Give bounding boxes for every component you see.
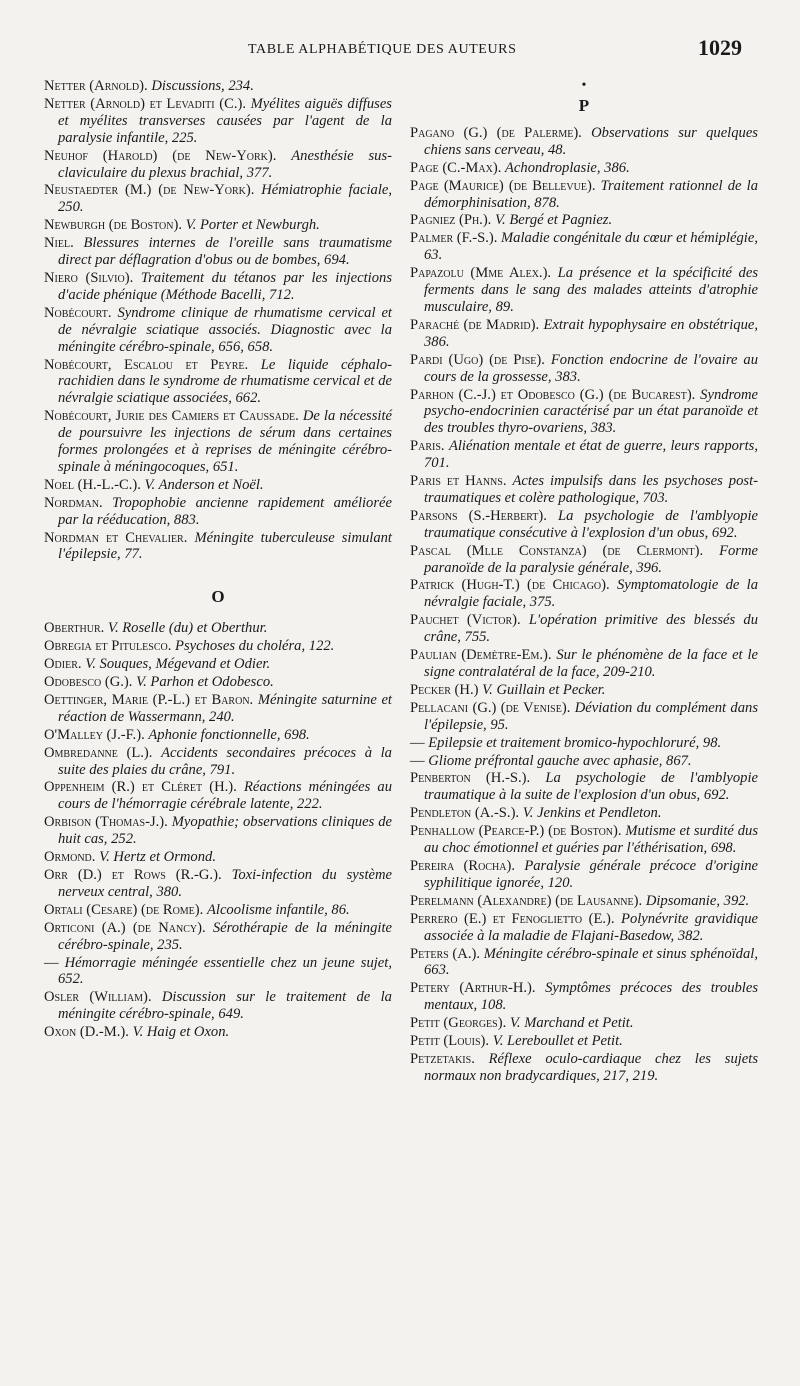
entry-author: Nobécourt, Escalou et Peyre. — [44, 356, 249, 373]
index-entry — [410, 230, 758, 264]
entry-author: Pascal (Mlle Constanza) (de Clermont). — [410, 542, 704, 559]
index-entry — [44, 727, 392, 744]
entry-title: Anesthésie sus-claviculaire du plexus brachial, 377. — [58, 147, 392, 181]
index-entry — [44, 674, 392, 691]
entry-author: Paraché (de Madrid). — [410, 316, 540, 333]
entry-author: Penberton (H.-S.). — [410, 770, 531, 787]
index-entry — [44, 1024, 392, 1041]
entry-author: — — [410, 752, 425, 769]
entry-author: Petit (Louis). — [410, 1033, 490, 1050]
entry-author: O'Malley (J.-F.). — [44, 726, 145, 743]
entry-title: Maladie congénitale du cœur et hémiplégie, 63. — [424, 230, 758, 264]
index-entry — [410, 1015, 758, 1032]
entry-title: L'opération primitive des blessés du crâne, 755. — [424, 612, 759, 646]
entry-title: Actes impulsifs dans les psychoses post-traumatiques et colère pathologique, 703. — [424, 473, 758, 506]
entry-author: Patrick (Hugh-T.) (de Chicago). — [410, 577, 610, 594]
entry-title: Gliome préfrontal gauche avec aphasie, 867. — [428, 752, 692, 769]
index-entry — [44, 182, 392, 216]
index-entry — [44, 96, 392, 147]
entry-title: Myopathie; observations cliniques de huit cas, 252. — [58, 814, 393, 848]
entry-author: Orr (D.) et Rows (R.-G.). — [44, 866, 222, 883]
entry-author: Oettinger, Marie (P.-L.) et Baron. — [44, 691, 254, 708]
entry-title: Toxi-infection du système nerveux central, 380. — [58, 866, 392, 900]
entry-title: Symptômes précoces des troubles mentaux, 108. — [424, 980, 759, 1014]
index-entry — [410, 612, 758, 646]
entry-title: Réactions méningées au cours de l'hémorragie cérébrale latente, 222. — [58, 779, 392, 813]
index-entry — [44, 867, 392, 901]
entry-author: Penhallow (Pearce-P.) (de Boston). — [410, 823, 622, 840]
entry-author: Oxon (D.-M.). — [44, 1024, 129, 1041]
index-entry — [44, 217, 392, 234]
entry-title: Traitement du tétanos par les injections d'acide phénique (Méthode Bacelli, 712. — [58, 269, 393, 303]
index-entry — [410, 1051, 758, 1085]
index-entry — [44, 638, 392, 655]
index-entry — [44, 620, 392, 637]
entry-author: Pagniez (Ph.). — [410, 212, 492, 229]
entry-author: Netter (Arnold). — [44, 78, 148, 94]
entry-author: Pagano (G.) (de Palerme). — [410, 124, 582, 141]
index-entry — [44, 477, 392, 494]
index-entry — [410, 178, 758, 212]
index-entry — [410, 508, 758, 542]
entry-title: Le liquide céphalo-rachidien dans le syndrome de rhumatisme cervical et de névralgie sciatique associées, 662. — [58, 356, 393, 407]
entry-author: Parhon (C.-J.) et Odobesco (G.) (de Bucarest). — [410, 386, 696, 403]
entry-title: Myélites aiguës diffuses et myélites transverses causées par l'agent de la paralysie infantile, 225. — [58, 95, 392, 146]
entry-title: Discussions, 234. — [151, 78, 254, 94]
entry-title: La psychologie de l'amblyopie traumatique consécutive à l'explosion d'un obus, 692. — [424, 507, 758, 541]
entry-author: Netter (Arnold) et Levaditi (C.). — [44, 95, 246, 112]
entry-title: V. Hertz et Ormond. — [99, 849, 216, 866]
entry-author: Petery (Arthur-H.). — [410, 980, 536, 997]
entry-author: Paris et Hanns. — [410, 473, 507, 490]
entry-title: V. Roselle (du) et Oberthur. — [107, 620, 268, 637]
index-entry — [44, 989, 392, 1023]
entry-author: Ombredanne (L.). — [44, 744, 153, 761]
index-entry — [410, 980, 758, 1014]
entry-title: Mutisme et surdité dus au choc émotionnel et guéries par l'éthérisation, 698. — [424, 823, 758, 857]
entry-author: Pauchet (Victor). — [410, 612, 521, 629]
entry-title: V. Marchand et Petit. — [509, 1015, 634, 1032]
entry-title: V. Guillain et Pecker. — [482, 681, 606, 698]
left-column — [44, 78, 392, 1042]
entries-o — [44, 620, 392, 1041]
index-entry — [410, 577, 758, 611]
entry-title: Hémiatrophie faciale, 250. — [58, 182, 393, 216]
index-entry — [44, 902, 392, 919]
index-entry — [410, 265, 758, 316]
index-entry — [410, 805, 758, 822]
entry-author: Neustaedter (M.) (de New-York). — [44, 182, 255, 199]
index-entry — [44, 148, 392, 182]
index-entry — [410, 682, 758, 699]
index-entry — [410, 125, 758, 159]
index-entry — [44, 955, 392, 989]
entry-title: Fonction endocrine de l'ovaire au cours de la grossesse, 383. — [424, 351, 758, 385]
index-entry — [44, 920, 392, 954]
entry-title: Achondroplasie, 386. — [505, 159, 630, 176]
entry-author: Paris. — [410, 438, 445, 455]
entry-title: V. Jenkins et Pendleton. — [522, 805, 662, 822]
entry-author: Pecker (H.) — [410, 681, 479, 698]
entry-title: Symptomatologie de la névralgie faciale, 375. — [424, 577, 758, 611]
entry-title: Polynévrite gravidique associée à la maladie de Flajani-Basedow, 382. — [424, 910, 758, 944]
entry-author: Niero (Silvio). — [44, 269, 134, 286]
index-entry — [410, 352, 758, 386]
index-entry — [410, 317, 758, 351]
entry-title: La présence et la spécificité des ferments dans le sang des malades atteints d'atrophie musculaire, 89. — [424, 265, 758, 315]
entry-title: Aliénation mentale et état de guerre, leurs rapports, 701. — [424, 438, 758, 472]
entry-author: Petzetakis. — [410, 1050, 475, 1067]
index-entry — [410, 823, 758, 857]
entry-title: V. Anderson et Noël. — [144, 476, 264, 493]
entries-n — [44, 78, 392, 563]
entry-author: Osler (William). — [44, 989, 152, 1006]
entry-title: Forme paranoïde de la paralysie générale, 396. — [424, 542, 758, 576]
entry-author: — — [410, 734, 425, 751]
index-entry — [44, 745, 392, 779]
entry-title: Méningite cérébro-spinale et sinus sphénoïdal, 663. — [424, 945, 758, 979]
index-entry — [410, 438, 758, 472]
index-entry — [410, 647, 758, 681]
entry-title: Blessures internes de l'oreille sans traumatisme direct par déflagration d'obus ou de bombes, 694. — [58, 235, 392, 269]
entry-title: V. Porter et Newburgh. — [185, 217, 320, 234]
right-column — [410, 78, 758, 1086]
entry-title: V. Haig et Oxon. — [132, 1024, 230, 1041]
entry-author: Perelmann (Alexandre) (de Lausanne). — [410, 892, 643, 909]
entry-author: Newburgh (de Boston). — [44, 217, 182, 234]
entry-title: Méningite saturnine et réaction de Wassermann, 240. — [58, 691, 392, 725]
entry-title: V. Parhon et Odobesco. — [136, 674, 274, 690]
index-entry — [410, 735, 758, 752]
entry-title: Epilepsie et traitement bromico-hypochloruré, 98. — [428, 734, 722, 751]
entry-author: Ortali (Cesare) (de Rome). — [44, 901, 204, 918]
entry-author: Peters (A.). — [410, 945, 480, 962]
entry-author: Pereira (Rocha). — [410, 857, 515, 874]
index-entry — [44, 692, 392, 726]
entry-author: Odobesco (G.). — [44, 674, 133, 690]
entry-author: Pellacani (G.) (de Venise). — [410, 699, 571, 716]
entry-author: Nordman. — [44, 494, 103, 511]
entry-title: V. Souques, Mégevand et Odier. — [85, 656, 271, 673]
index-entry — [44, 78, 392, 95]
entry-author: Papazolu (Mme Alex.). — [410, 265, 552, 282]
entry-author: Oppenheim (R.) et Cléret (H.). — [44, 779, 237, 796]
entry-author: Obregia et Pitulesco. — [44, 638, 172, 655]
entry-author: Page (Maurice) (de Bellevue). — [410, 177, 596, 194]
index-entry — [44, 530, 392, 564]
index-entry — [44, 270, 392, 304]
index-entry — [410, 770, 758, 804]
section-letter-o: O — [211, 587, 225, 607]
entry-author: Orbison (Thomas-J.). — [44, 814, 168, 831]
index-entry — [44, 814, 392, 848]
entry-title: V. Bergé et Pagniez. — [495, 212, 613, 229]
entry-author: Odier. — [44, 656, 82, 673]
entry-title: Psychoses du choléra, 122. — [175, 638, 335, 655]
entries-p — [410, 125, 758, 1085]
index-entry — [410, 893, 758, 910]
section-letter-p: P — [578, 96, 590, 115]
index-entry — [410, 858, 758, 892]
entry-title: Méningite tuberculeuse simulant l'épilepsie, 77. — [58, 529, 392, 563]
entry-title: Syndrome psycho-endocrinien caractérisé par un état paranoïde et des troubles thyro-ovariens, 383. — [424, 386, 758, 437]
entry-author: Niel. — [44, 235, 74, 252]
index-entry — [410, 543, 758, 577]
index-entry — [410, 160, 758, 177]
entry-author: Paulian (Demètre-Em.). — [410, 647, 552, 664]
entry-title: Accidents secondaires précoces à la suite des plaies du crâne, 791. — [58, 744, 392, 778]
index-entry — [44, 235, 392, 269]
entry-author: Nobécourt, Jurie des Camiers et Caussade. — [44, 408, 299, 425]
entry-title: Réflexe oculo-cardiaque chez les sujets normaux non bradycardiques, 217, 219. — [424, 1050, 759, 1084]
entry-author: Nordman et Chevalier. — [44, 529, 188, 546]
index-entry — [410, 387, 758, 438]
index-entry — [410, 212, 758, 229]
entry-title: Sur le phénomène de la face et le signe contralatéral de la face, 209-210. — [424, 647, 758, 680]
index-entry — [410, 473, 758, 507]
entry-author: Orticoni (A.) (de Nancy). — [44, 919, 206, 936]
entry-title: Syndrome clinique de rhumatisme cervical et de névralgie sciatique associés. Diagnostic avec la méningite cérébro-spinale, 656, 658. — [58, 304, 392, 355]
entry-author: Page (C.-Max). — [410, 159, 502, 176]
index-entry — [44, 849, 392, 866]
entry-title: Extrait hypophysaire en obstétrique, 386. — [424, 316, 758, 350]
entry-title: Sérothérapie de la méningite cérébro-spinale, 235. — [58, 919, 392, 953]
entry-title: Dipsomanie, 392. — [645, 892, 750, 909]
index-entry — [44, 408, 392, 476]
entry-author: Neuhof (Harold) (de New-York). — [44, 147, 277, 164]
index-entry — [44, 779, 392, 813]
index-entry — [410, 946, 758, 980]
bullet-mark: • — [581, 78, 587, 93]
entry-title: Observations sur quelques chiens sans cerveau, 48. — [424, 124, 758, 158]
entry-title: Paralysie générale précoce d'origine syphilitique ignorée, 120. — [424, 857, 758, 891]
entry-author: Noel (H.-L.-C.). — [44, 476, 141, 493]
entry-title: Déviation du complément dans l'épilepsie, 95. — [424, 699, 759, 733]
entry-author: — — [44, 954, 59, 971]
entry-author: Petit (Georges). — [410, 1015, 507, 1032]
entry-title: Hémorragie méningée essentielle chez un jeune sujet, 652. — [58, 954, 392, 988]
entry-title: V. Lereboullet et Petit. — [492, 1033, 623, 1050]
entry-title: Traitement rationnel de la démorphinisation, 878. — [424, 177, 759, 211]
entry-author: Pendleton (A.-S.). — [410, 805, 520, 822]
entry-author: Parsons (S.-Herbert). — [410, 507, 547, 524]
index-entry — [410, 700, 758, 734]
entry-author: Pardi (Ugo) (de Pise). — [410, 351, 545, 368]
index-entry — [410, 753, 758, 770]
running-title: TABLE ALPHABÉTIQUE DES AUTEURS — [248, 42, 517, 57]
page-header — [0, 35, 800, 68]
entry-author: Oberthur. — [44, 620, 105, 637]
index-entry — [410, 1033, 758, 1050]
entry-title: Discussion sur le traitement de la méningite cérébro-spinale, 649. — [58, 989, 392, 1023]
page-number: 1029 — [698, 35, 742, 60]
entry-author: Ormond. — [44, 849, 96, 866]
index-entry — [44, 305, 392, 356]
entry-title: De la nécessité de poursuivre les injections de sérum dans certaines formes prolongées et à reprises de méningite cérébro-spinale à méningocoques, 651. — [58, 408, 392, 475]
entry-title: Aphonie fonctionnelle, 698. — [148, 726, 310, 743]
entry-title: Alcoolisme infantile, 86. — [206, 901, 350, 918]
index-entry — [410, 911, 758, 945]
index-entry — [44, 495, 392, 529]
entry-author: Nobécourt. — [44, 304, 112, 321]
index-entry — [44, 357, 392, 408]
entry-author: Perrero (E.) et Fenoglietto (E.). — [410, 910, 615, 927]
entry-title: Tropophobie ancienne rapidement améliorée par la rééducation, 883. — [58, 494, 392, 528]
index-entry — [44, 656, 392, 673]
entry-title: La psychologie de l'amblyopie traumatique à la suite de l'explosion d'un obus, 692. — [424, 770, 758, 804]
entry-author: Palmer (F.-S.). — [410, 230, 498, 247]
